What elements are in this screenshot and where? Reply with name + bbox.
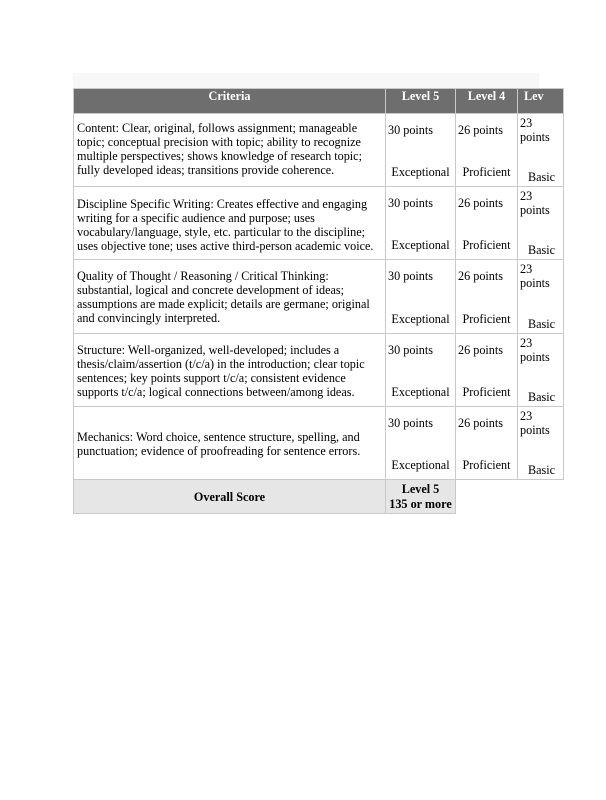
rubric-row: [74, 187, 564, 260]
level-5-cell: [386, 334, 456, 407]
criterion-cell: [74, 407, 386, 480]
header-level-5: Level 5: [386, 89, 456, 114]
level-5-points: 30 points: [388, 416, 434, 430]
level-5-points: 30 points: [388, 123, 434, 137]
level-5-label: Exceptional: [391, 165, 450, 179]
level-3-label: Basic: [528, 317, 556, 331]
rubric-table: [73, 88, 564, 514]
overall-empty-cell: [456, 480, 518, 514]
overall-empty-cell: [518, 480, 564, 514]
level-3-label: Basic: [528, 170, 556, 184]
level-5-points: 30 points: [388, 196, 434, 210]
level-4-label: Proficient: [462, 312, 511, 326]
level-4-points: 26 points: [458, 343, 504, 357]
rubric-row: [74, 407, 564, 480]
criterion-text: Quality of Thought / Reasoning / Critical Thinking: substantial, logical and concrete development of ideas; assumptions are made explicit; details are germane; original and convincingly interpreted.: [77, 269, 370, 325]
level-3-cell: [518, 114, 564, 187]
overall-score-row: [74, 480, 564, 514]
level-5-label: Exceptional: [391, 312, 450, 326]
level-3-points: 23 points: [520, 189, 550, 217]
criterion-text: Content: Clear, original, follows assignment; manageable topic; conceptual precision with topic; ability to recognize multiple perspectives; shows knowledge of research topic; fully developed ideas; transitions provide coherence.: [77, 121, 362, 177]
criterion-cell: [74, 114, 386, 187]
header-level-3: Lev: [518, 89, 564, 114]
level-4-cell: [456, 114, 518, 187]
criterion-cell: [74, 187, 386, 260]
overall-score-level: Level 5: [401, 481, 440, 496]
level-4-points: 26 points: [458, 196, 504, 210]
header-row: [74, 89, 564, 114]
level-4-cell: [456, 334, 518, 407]
level-5-cell: [386, 260, 456, 334]
level-4-cell: [456, 260, 518, 334]
level-5-points: 30 points: [388, 269, 434, 283]
level-4-cell: [456, 187, 518, 260]
rubric-row: [74, 260, 564, 334]
level-4-label: Proficient: [462, 385, 511, 399]
level-3-cell: [518, 334, 564, 407]
level-4-points: 26 points: [458, 123, 504, 137]
level-5-points: 30 points: [388, 343, 434, 357]
level-5-label: Exceptional: [391, 238, 450, 252]
level-3-label: Basic: [528, 390, 556, 404]
level-3-label: Basic: [528, 463, 556, 477]
level-3-points: 23 points: [520, 262, 550, 290]
level-5-cell: [386, 407, 456, 480]
criterion-cell: [74, 334, 386, 407]
level-5-label: Exceptional: [391, 385, 450, 399]
rubric-row: [74, 114, 564, 187]
level-3-points: 23 points: [520, 336, 550, 364]
overall-score-value: [386, 480, 456, 514]
top-strip: [73, 73, 539, 88]
criterion-text: Mechanics: Word choice, sentence structure, spelling, and punctuation; evidence of proofreading for sentence errors.: [77, 430, 361, 458]
overall-score-label: Overall Score: [74, 480, 386, 514]
level-4-label: Proficient: [462, 165, 511, 179]
level-3-label: Basic: [528, 243, 556, 257]
level-4-points: 26 points: [458, 416, 504, 430]
criterion-text: Structure: Well-organized, well-developed; includes a thesis/claim/assertion (t/c/a) in the introduction; clear topic sentences; key points support t/c/a; consistent evidence supports t/c/a; logical connections between/among ideas.: [77, 343, 365, 399]
level-5-label: Exceptional: [391, 458, 450, 472]
level-3-cell: [518, 187, 564, 260]
overall-score-threshold: 135 or more: [389, 496, 452, 511]
level-3-points: 23 points: [520, 116, 550, 144]
level-3-points: 23 points: [520, 409, 550, 437]
level-4-points: 26 points: [458, 269, 504, 283]
level-5-cell: [386, 114, 456, 187]
level-4-label: Proficient: [462, 458, 511, 472]
level-4-cell: [456, 407, 518, 480]
level-3-cell: [518, 407, 564, 480]
level-5-cell: [386, 187, 456, 260]
header-level-4: Level 4: [456, 89, 518, 114]
header-criteria: Criteria: [74, 89, 386, 114]
rubric-row: [74, 334, 564, 407]
level-4-label: Proficient: [462, 238, 511, 252]
criterion-text: Discipline Specific Writing: Creates effective and engaging writing for a specific audience and purpose; uses vocabulary/language, style, etc. particular to the discipline; uses objective tone; uses active third-person academic voice.: [77, 197, 374, 253]
level-3-cell: [518, 260, 564, 334]
criterion-cell: [74, 260, 386, 334]
rubric-table-viewport[interactable]: [73, 88, 556, 515]
